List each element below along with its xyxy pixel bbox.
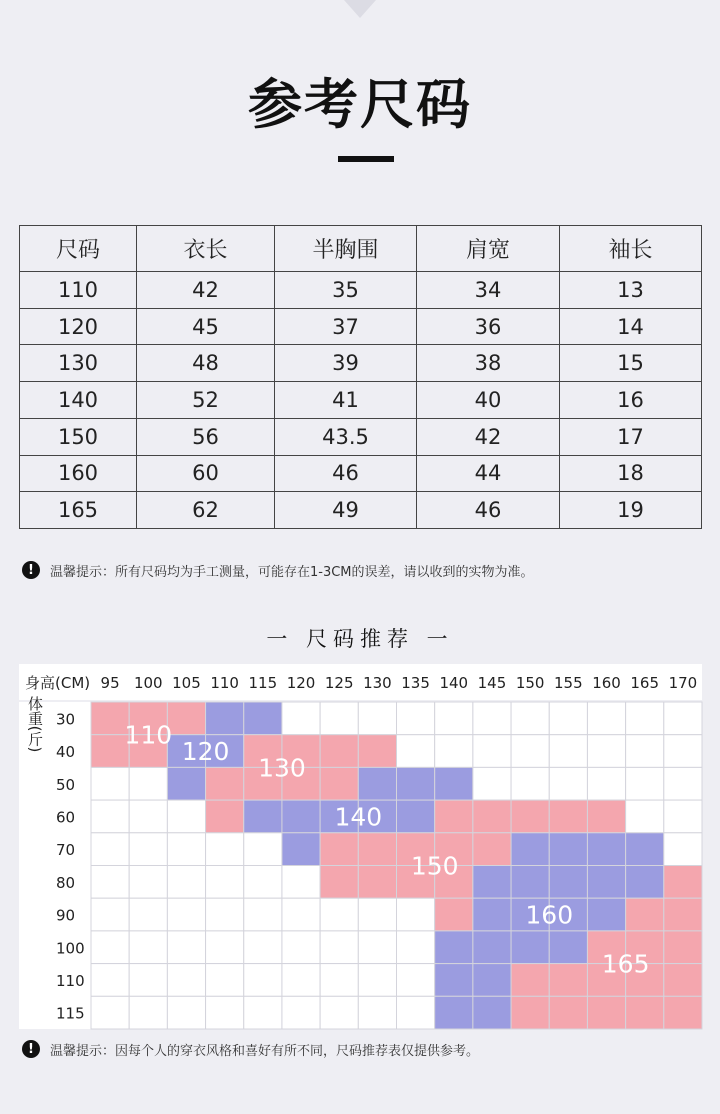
weight-tick-label: 90 — [56, 906, 76, 925]
size-table-cell: 16 — [560, 382, 702, 419]
height-tick-label: 145 — [477, 674, 507, 692]
size-table-cell: 49 — [275, 492, 417, 529]
size-table-cell: 52 — [137, 382, 275, 419]
chart-cell — [473, 767, 511, 800]
chart-cell — [664, 898, 702, 931]
size-table-cell: 43.5 — [275, 418, 417, 455]
chart-cell — [358, 735, 396, 768]
page-title: 参考尺码 — [248, 73, 472, 136]
chart-cell — [129, 931, 167, 964]
chart-cell — [358, 767, 396, 800]
chart-cell — [91, 866, 129, 899]
chart-cell — [511, 800, 549, 833]
size-table-cell: 45 — [137, 308, 275, 345]
chart-cell — [587, 735, 625, 768]
chart-cell — [358, 996, 396, 1029]
size-table-cell: 14 — [560, 308, 702, 345]
chart-cell — [282, 800, 320, 833]
size-table-cell: 34 — [417, 272, 560, 309]
chart-cell — [244, 702, 282, 735]
height-tick-label: 135 — [401, 674, 430, 692]
chart-cell — [587, 996, 625, 1029]
size-table-cell: 120 — [20, 308, 137, 345]
chart-cell — [549, 735, 587, 768]
chart-cell — [167, 866, 205, 899]
chart-cell — [206, 898, 244, 931]
size-table-cell: 17 — [560, 418, 702, 455]
size-table-cell: 18 — [560, 455, 702, 492]
chart-cell — [435, 735, 473, 768]
warning-icon: ! — [22, 561, 40, 579]
header-cell: 肩宽 — [417, 226, 560, 272]
header-cell: 衣长 — [137, 226, 275, 272]
height-tick-label: 100 — [133, 674, 163, 692]
chart-cell — [397, 898, 435, 931]
chart-cell — [91, 931, 129, 964]
chart-cell — [626, 898, 664, 931]
chart-cell — [129, 866, 167, 899]
chart-cell — [282, 964, 320, 997]
chart-cell — [435, 931, 473, 964]
chart-cell — [511, 964, 549, 997]
weight-tick-label: 60 — [56, 808, 76, 827]
chart-cell — [473, 931, 511, 964]
chart-cell — [664, 833, 702, 866]
size-table-cell: 46 — [417, 492, 560, 529]
chart-cell — [358, 833, 396, 866]
height-tick-label: 115 — [248, 674, 278, 692]
chart-cell — [473, 735, 511, 768]
chart-cell — [473, 800, 511, 833]
size-table-cell: 60 — [137, 455, 275, 492]
chart-cell — [549, 767, 587, 800]
chart-cell — [167, 767, 205, 800]
chart-cell — [511, 931, 549, 964]
height-tick-label: 130 — [363, 674, 392, 692]
chart-cell — [91, 996, 129, 1029]
chart-cell — [397, 931, 435, 964]
size-table-cell: 39 — [275, 345, 417, 382]
size-label: 140 — [334, 802, 383, 832]
size-table-cell: 40 — [417, 382, 560, 419]
chart-cell — [664, 767, 702, 800]
chart-cell — [397, 735, 435, 768]
chart-cell — [397, 702, 435, 735]
size-table-cell: 130 — [20, 345, 137, 382]
chart-cell — [206, 800, 244, 833]
size-label: 160 — [525, 900, 574, 930]
chart-cell — [664, 964, 702, 997]
chart-cell — [626, 767, 664, 800]
chart-cell — [549, 964, 587, 997]
chart-cell — [282, 898, 320, 931]
weight-tick-label: 115 — [56, 1004, 85, 1023]
chart-cell — [473, 898, 511, 931]
size-table-cell: 150 — [20, 418, 137, 455]
size-table-cell: 38 — [417, 345, 560, 382]
chart-cell — [664, 996, 702, 1029]
size-table-cell: 160 — [20, 455, 137, 492]
chart-cell — [435, 898, 473, 931]
chart-cell — [473, 866, 511, 899]
chart-cell — [511, 702, 549, 735]
size-table-cell: 42 — [417, 418, 560, 455]
chart-cell — [244, 866, 282, 899]
chart-cell — [549, 866, 587, 899]
chart-cell — [282, 931, 320, 964]
chart-cell — [320, 964, 358, 997]
chart-cell — [549, 833, 587, 866]
chart-cell — [129, 767, 167, 800]
chart-cell — [435, 996, 473, 1029]
tip-text: 温馨提示：因每个人的穿衣风格和喜好有所不同，尺码推荐表仅提供参考。 — [50, 1043, 480, 1059]
size-table-cell: 41 — [275, 382, 417, 419]
weight-tick-label: 80 — [56, 873, 76, 892]
chart-cell — [167, 996, 205, 1029]
chart-cell — [282, 833, 320, 866]
height-tick-label: 125 — [324, 674, 354, 692]
chart-cell — [320, 931, 358, 964]
chart-cell — [206, 767, 244, 800]
chart-cell — [320, 735, 358, 768]
weight-tick-label: 50 — [56, 775, 76, 794]
chart-cell — [167, 898, 205, 931]
chart-cell — [511, 833, 549, 866]
height-tick-label: 165 — [630, 674, 660, 692]
section-title: 一 尺码推荐 一 — [266, 627, 454, 651]
chart-cell — [358, 702, 396, 735]
header-cell: 半胸围 — [275, 226, 417, 272]
chart-cell — [244, 800, 282, 833]
height-tick-label: 170 — [668, 674, 698, 692]
size-label: 130 — [258, 753, 306, 783]
chart-cell — [397, 996, 435, 1029]
chart-cell — [473, 833, 511, 866]
chart-cell — [206, 964, 244, 997]
chart-cell — [664, 931, 702, 964]
chart-cell — [664, 866, 702, 899]
height-axis-title: 身高(CM) — [25, 674, 91, 692]
chart-cell — [91, 833, 129, 866]
height-tick-label: 150 — [515, 674, 545, 692]
chart-cell — [206, 833, 244, 866]
chart-cell — [167, 800, 205, 833]
chart-cell — [664, 702, 702, 735]
size-label: 110 — [124, 720, 173, 750]
chart-cell — [129, 800, 167, 833]
chart-cell — [91, 964, 129, 997]
chart-cell — [320, 996, 358, 1029]
size-label: 165 — [601, 949, 650, 979]
chart-cell — [549, 800, 587, 833]
chart-cell — [587, 800, 625, 833]
chart-cell — [435, 702, 473, 735]
size-table-cell: 165 — [20, 492, 137, 529]
weight-tick-label: 70 — [56, 841, 76, 860]
chart-cell — [587, 702, 625, 735]
chart-cell — [282, 996, 320, 1029]
chart-cell — [587, 767, 625, 800]
chart-cell — [626, 735, 664, 768]
chart-cell — [358, 898, 396, 931]
chart-cell — [511, 866, 549, 899]
chart-cell — [397, 800, 435, 833]
size-table-cell: 46 — [275, 455, 417, 492]
size-table-cell: 37 — [275, 308, 417, 345]
chart-cell — [282, 866, 320, 899]
chart-cell — [206, 702, 244, 735]
chart-cell — [129, 996, 167, 1029]
chart-cell — [511, 996, 549, 1029]
chart-cell — [626, 833, 664, 866]
warning-icon: ! — [22, 1040, 40, 1058]
chart-cell — [549, 931, 587, 964]
chart-cell — [320, 702, 358, 735]
size-table-cell: 56 — [137, 418, 275, 455]
chart-cell — [167, 702, 205, 735]
height-tick-label: 105 — [172, 674, 201, 692]
chart-cell — [626, 866, 664, 899]
height-tick-label: 120 — [286, 674, 316, 692]
chart-cell — [282, 702, 320, 735]
height-tick-label: 160 — [592, 674, 621, 692]
chart-cell — [397, 964, 435, 997]
tip-text: 温馨提示：所有尺码均为手工测量，可能存在1-3CM的误差，请以收到的实物为准。 — [50, 564, 534, 580]
chart-cell — [129, 898, 167, 931]
chart-cell — [358, 964, 396, 997]
chart-cell — [511, 767, 549, 800]
chart-cell — [473, 964, 511, 997]
chart-cell — [664, 735, 702, 768]
chart-cell — [435, 964, 473, 997]
chart-cell — [587, 898, 625, 931]
chart-cell — [587, 833, 625, 866]
chart-cell — [397, 767, 435, 800]
chart-cell — [91, 800, 129, 833]
chart-cell — [206, 931, 244, 964]
tip-reference — [22, 1039, 479, 1059]
chart-cell — [167, 931, 205, 964]
chart-cell — [320, 767, 358, 800]
chart-cell — [549, 702, 587, 735]
chart-cell — [167, 964, 205, 997]
header-cell: 尺码 — [20, 226, 137, 272]
size-table-cell: 19 — [560, 492, 702, 529]
chart-cell — [626, 996, 664, 1029]
chart-cell — [473, 702, 511, 735]
chart-cell — [626, 702, 664, 735]
height-tick-label: 140 — [439, 674, 469, 692]
chart-cell — [244, 898, 282, 931]
size-table-cell: 110 — [20, 272, 137, 309]
chart-cell — [511, 735, 549, 768]
chart-cell — [320, 898, 358, 931]
weight-tick-label: 100 — [56, 939, 85, 958]
chart-cell — [358, 931, 396, 964]
chart-cell — [358, 866, 396, 899]
size-table-cell: 140 — [20, 382, 137, 419]
height-tick-label: 155 — [554, 674, 583, 692]
height-tick-label: 110 — [210, 674, 239, 692]
chart-cell — [244, 964, 282, 997]
chart-cell — [320, 866, 358, 899]
size-table-cell: 44 — [417, 455, 560, 492]
weight-tick-label: 30 — [56, 710, 76, 729]
chart-cell — [167, 833, 205, 866]
size-table-cell: 13 — [560, 272, 702, 309]
chart-cell — [435, 767, 473, 800]
chart-cell — [206, 866, 244, 899]
chart-cell — [91, 767, 129, 800]
chart-cell — [435, 800, 473, 833]
chart-cell — [206, 996, 244, 1029]
size-table-cell: 42 — [137, 272, 275, 309]
chart-cell — [549, 996, 587, 1029]
chart-cell — [129, 833, 167, 866]
size-table-cell: 35 — [275, 272, 417, 309]
size-label: 150 — [410, 851, 459, 881]
chart-cell — [244, 996, 282, 1029]
size-table-cell: 48 — [137, 345, 275, 382]
chart-cell — [587, 866, 625, 899]
chart-cell — [473, 996, 511, 1029]
header-cell: 袖长 — [560, 226, 702, 272]
chart-cell — [320, 833, 358, 866]
chart-cell — [244, 833, 282, 866]
size-table-cell: 36 — [417, 308, 560, 345]
chart-cell — [129, 964, 167, 997]
size-table-cell: 62 — [137, 492, 275, 529]
weight-tick-label: 40 — [56, 743, 76, 762]
height-tick-label: 95 — [100, 674, 120, 692]
chart-cell — [626, 800, 664, 833]
size-table-cell: 15 — [560, 345, 702, 382]
weight-tick-label: 110 — [56, 971, 85, 990]
weight-axis-title: 体重(斤) — [26, 695, 44, 753]
size-label: 120 — [181, 737, 230, 767]
chart-cell — [244, 931, 282, 964]
chart-cell — [91, 898, 129, 931]
chart-cell — [664, 800, 702, 833]
